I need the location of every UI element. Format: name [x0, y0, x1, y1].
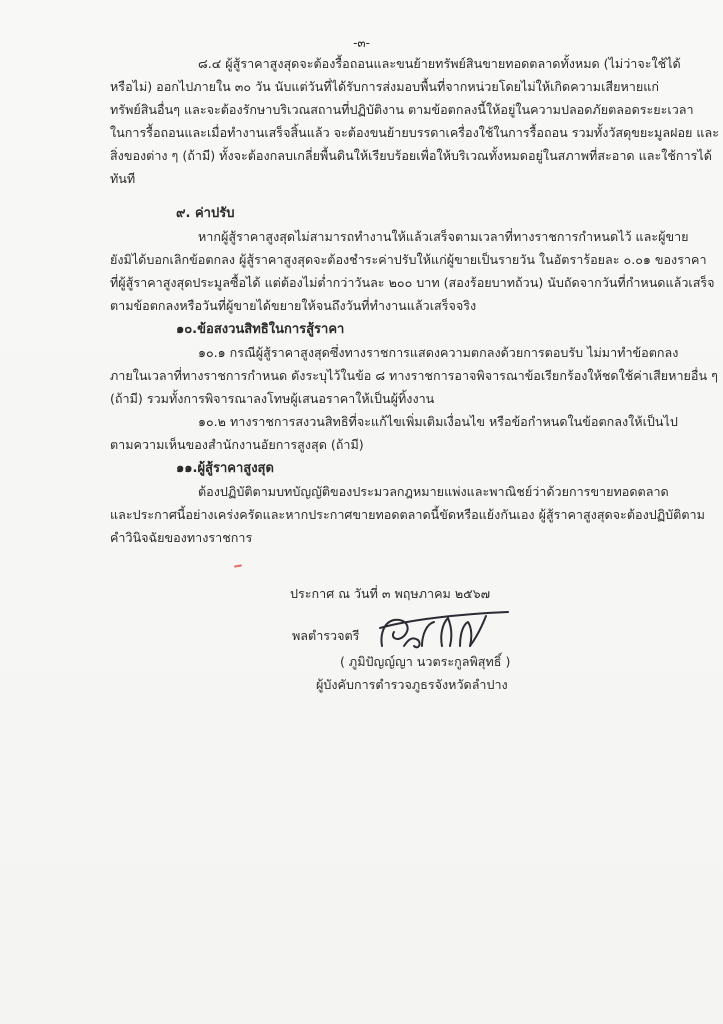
- section-10-1-line-3: (ถ้ามี) รวมทั้งการพิจารณาลงโทษผู้เสนอราคาให้เป็นผู้ทิ้งงาน: [110, 391, 435, 406]
- section-11-line-1: ต้องปฏิบัติตามบทบัญญัติของประมวลกฎหมายแพ่งและพาณิชย์ว่าด้วยการขายทอดตลาด: [198, 484, 669, 499]
- section-9-heading: ๙. ค่าปรับ: [176, 206, 235, 221]
- section-10-1-line-1: ๑๐.๑ กรณีผู้สู้ราคาสูงสุดซึ่งทางราชการแสดงความตกลงด้วยการตอบรับ ไม่มาทำข้อตกลง: [198, 345, 679, 360]
- ink-mark: [234, 564, 242, 567]
- page-number: -๓-: [353, 36, 370, 50]
- announcement-date: ประกาศ ณ วันที่ ๓ พฤษภาคม ๒๕๖๗: [290, 586, 491, 601]
- handwritten-signature: [368, 606, 528, 654]
- section-10-2-line-1: ๑๐.๒ ทางราชการสงวนสิทธิที่จะแก้ไขเพิ่มเติมเงื่อนไข หรือข้อกำหนดในข้อตกลงให้เป็นไป: [198, 414, 678, 429]
- section-10-2-line-2: ตามความเห็นของสำนักงานอัยการสูงสุด (ถ้ามี): [110, 437, 364, 452]
- section-9-line-4: ตามข้อตกลงหรือวันที่ผู้ขายได้ขยายให้จนถึงวันที่ทำงานแล้วเสร็จจริง: [110, 298, 477, 313]
- section-8-4-line-1: ๘.๔ ผู้สู้ราคาสูงสุดจะต้องรื้อถอนและขนย้ายทรัพย์สินขายทอดตลาดทั้งหมด (ไม่ว่าจะใช้ได้: [198, 56, 681, 71]
- section-8-4-line-4: ในการรื้อถอนและเมื่อทำงานเสร็จสิ้นแล้ว จะต้องขนย้ายบรรดาเครื่องใช้ในการรื้อถอน รวมทั้งวัสดุขยะมูลฝอย และ: [110, 125, 719, 140]
- signer-rank: พลตำรวจตรี: [292, 628, 360, 643]
- section-8-4-line-6: ทันที: [110, 171, 136, 186]
- section-8-4-line-5: สิ่งของต่าง ๆ (ถ้ามี) ทั้งจะต้องกลบเกลี่ยพื้นดินให้เรียบร้อยเพื่อให้บริเวณทั้งหมดอยู่ในสภาพที่สะอาด และใช้การได้: [110, 148, 712, 163]
- section-9-line-3: ที่ผู้สู้ราคาสูงสุดประมูลซื้อได้ แต่ต้องไม่ต่ำกว่าวันละ ๒๐๐ บาท (สองร้อยบาทถ้วน) นับถัดจากวันที่กำหนดแล้วเสร็จ: [110, 275, 715, 290]
- section-10-1-line-2: ภายในเวลาที่ทางราชการกำหนด ดังระบุไว้ในข้อ ๘ ทางราชการอาจพิจารณาข้อเรียกร้องให้ชดใช้ค่าเสียหายอื่น ๆ: [110, 368, 718, 383]
- section-9-line-2: ยังมิได้บอกเลิกข้อตกลง ผู้สู้ราคาสูงสุดจะต้องชำระค่าปรับให้แก่ผู้ขายเป็นรายวัน ในอัตราร้อยละ ๐.๐๑ ของราคา: [110, 252, 707, 267]
- section-11-line-2: และประกาศนี้อย่างเคร่งครัดและหากประกาศขายทอดตลาดนี้ขัดหรือแย้งกันเอง ผู้สู้ราคาสูงสุดจะต้องปฏิบัติตาม: [110, 507, 705, 522]
- signer-position: ผู้บังคับการตำรวจภูธรจังหวัดลำปาง: [316, 677, 508, 692]
- section-8-4-line-2: หรือไม่) ออกไปภายใน ๓๐ วัน นับแต่วันที่ได้รับการส่งมอบพื้นที่จากหน่วยโดยไม่ให้เกิดความเสียหายแก่: [110, 79, 659, 94]
- signer-name: ( ภูมิปัญญ์ญา นวตระกูลพิสุทธิ์ ): [340, 654, 511, 669]
- section-11-heading: ๑๑.ผู้สู้ราคาสูงสุด: [176, 461, 274, 476]
- section-10-heading: ๑๐.ข้อสงวนสิทธิในการสู้ราคา: [176, 322, 345, 337]
- section-11-line-3: คำวินิจฉัยของทางราชการ: [110, 530, 253, 545]
- section-9-line-1: หากผู้สู้ราคาสูงสุดไม่สามารถทำงานให้แล้วเสร็จตามเวลาที่ทางราชการกำหนดไว้ และผู้ขาย: [198, 229, 689, 244]
- section-8-4-line-3: ทรัพย์สินอื่นๆ และจะต้องรักษาบริเวณสถานที่ปฏิบัติงาน ตามข้อตกลงนี้ให้อยู่ในความปลอดภัยตลอดระยะเวลา: [110, 102, 694, 117]
